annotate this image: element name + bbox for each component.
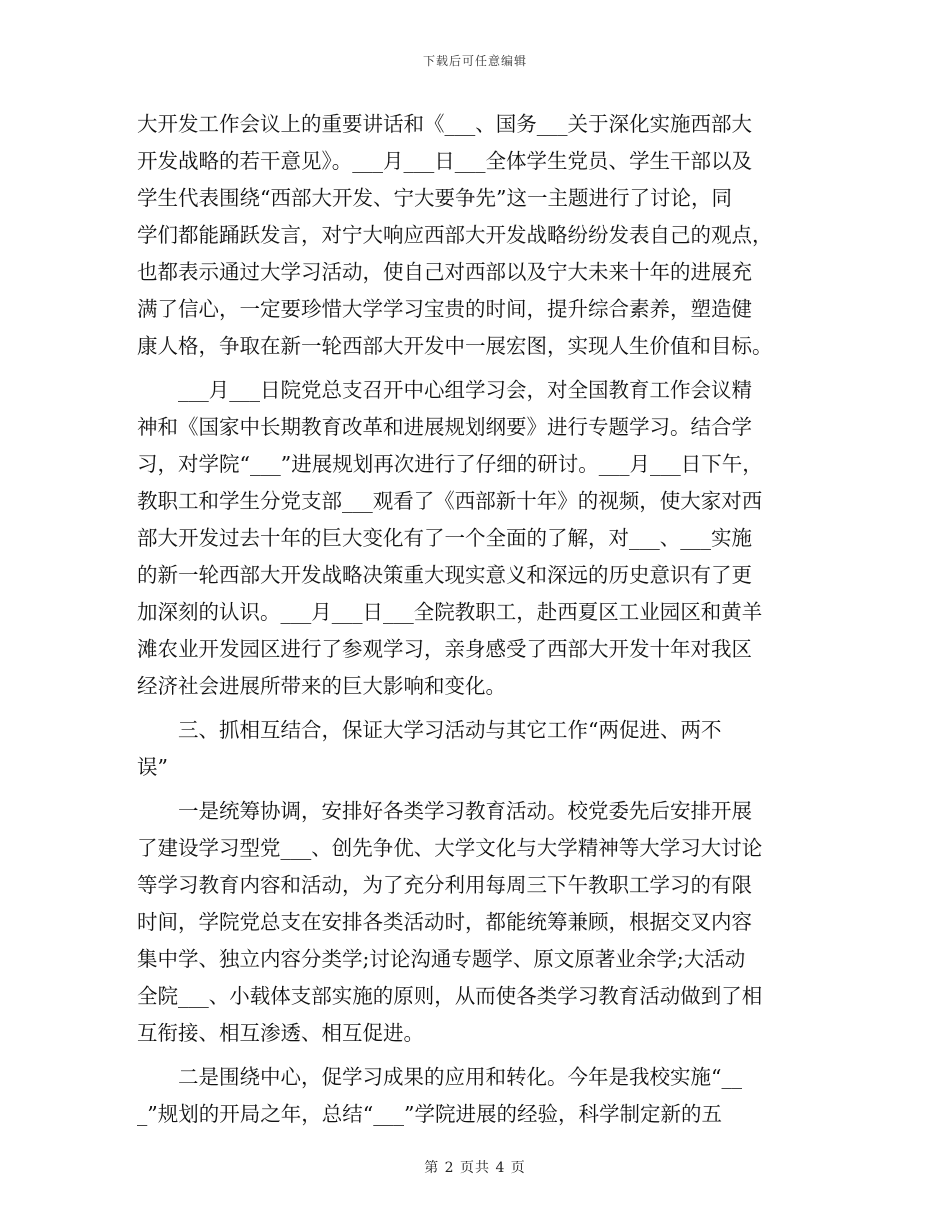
text-line: 神和《国家中长期教育改革和进展规划纲要》进行专题学习。结合学 bbox=[137, 415, 752, 439]
text-line: 满了信心，一定要珍惜大学学习宝贵的时间，提升综合素养，塑造健 bbox=[137, 297, 752, 321]
text-line: 大开发工作会议上的重要讲话和《___、国务___关于深化实施西部大 bbox=[137, 112, 752, 136]
text-line: 互衔接、相互渗透、相互促进。 bbox=[137, 1021, 424, 1045]
text-line: 学生代表围绕“西部大开发、宁大要争先”这一主题进行了讨论，同 bbox=[137, 186, 732, 210]
page-footer: 第 2 页共 4 页 bbox=[424, 1160, 526, 1176]
text-line: 开发战略的若干意见》。___月___日___全体学生党员、学生干部以及 bbox=[137, 149, 752, 173]
text-line: 一是统筹协调，安排好各类学习教育活动。校党委先后安排开展 bbox=[137, 799, 752, 823]
text-line: 全院___、小载体支部实施的原则，从而使各类学习教育活动做到了相 bbox=[137, 984, 763, 1008]
text-line: 的新一轮西部大开发战略决策重大现实意义和深远的历史意识有了更 bbox=[137, 563, 752, 587]
text-line: 也都表示通过大学习活动，使自己对西部以及宁大未来十年的进展充 bbox=[137, 260, 752, 284]
paragraph-gap bbox=[137, 365, 813, 372]
text-line: 时间，学院党总支在安排各类活动时，都能统筹兼顾，根据交叉内容 bbox=[137, 910, 752, 934]
text-line: 教职工和学生分党支部___观看了《西部新十年》的视频，使大家对西 bbox=[137, 489, 763, 513]
text-line: 二是围绕中心，促学习成果的应用和转化。今年是我校实施“__ bbox=[137, 1065, 742, 1089]
document-body bbox=[137, 106, 813, 1133]
section-heading-line: 误” bbox=[137, 755, 168, 779]
text-line: 加深刻的认识。___月___日___全院教职工，赴西夏区工业园区和黄羊 bbox=[137, 600, 763, 624]
text-line: 了建设学习型党___、创先争优、大学文化与大学精神等大学习大讨论 bbox=[137, 836, 763, 860]
section-heading-line: 三、抓相互结合，保证大学习活动与其它工作“两促进、两不 bbox=[137, 718, 722, 742]
text-line: 经济社会进展所带来的巨大影响和变化。 bbox=[137, 674, 506, 698]
page-header: 下载后可任意编辑 bbox=[422, 54, 527, 68]
text-line: 滩农业开发园区进行了参观学习，亲身感受了西部大开发十年对我区 bbox=[137, 637, 752, 661]
text-line: 集中学、独立内容分类学;讨论沟通专题学、原文原著业余学;大活动 bbox=[137, 947, 746, 971]
text-line: 部大开发过去十年的巨大变化有了一个全面的了解，对___、___实施 bbox=[137, 526, 752, 550]
text-line: 等学习教育内容和活动，为了充分利用每周三下午教职工学习的有限 bbox=[137, 873, 752, 897]
paragraph-gap bbox=[137, 705, 813, 712]
text-line: ___月___日院党总支召开中心组学习会，对全国教育工作会议精 bbox=[137, 378, 752, 402]
paragraph-gap bbox=[137, 786, 813, 793]
text-line: _”规划的开局之年，总结“___”学院进展的经验，科学制定新的五 bbox=[137, 1102, 722, 1126]
text-line: 康人格，争取在新一轮西部大开发中一展宏图，实现人生价值和目标。 bbox=[137, 334, 773, 358]
text-line: 学们都能踊跃发言，对宁大响应西部大开发战略纷纷发表自己的观点， bbox=[137, 223, 773, 247]
text-line: 习，对学院“___”进展规划再次进行了仔细的研讨。___月___日下午， bbox=[137, 452, 763, 476]
paragraph-gap bbox=[137, 1052, 813, 1059]
